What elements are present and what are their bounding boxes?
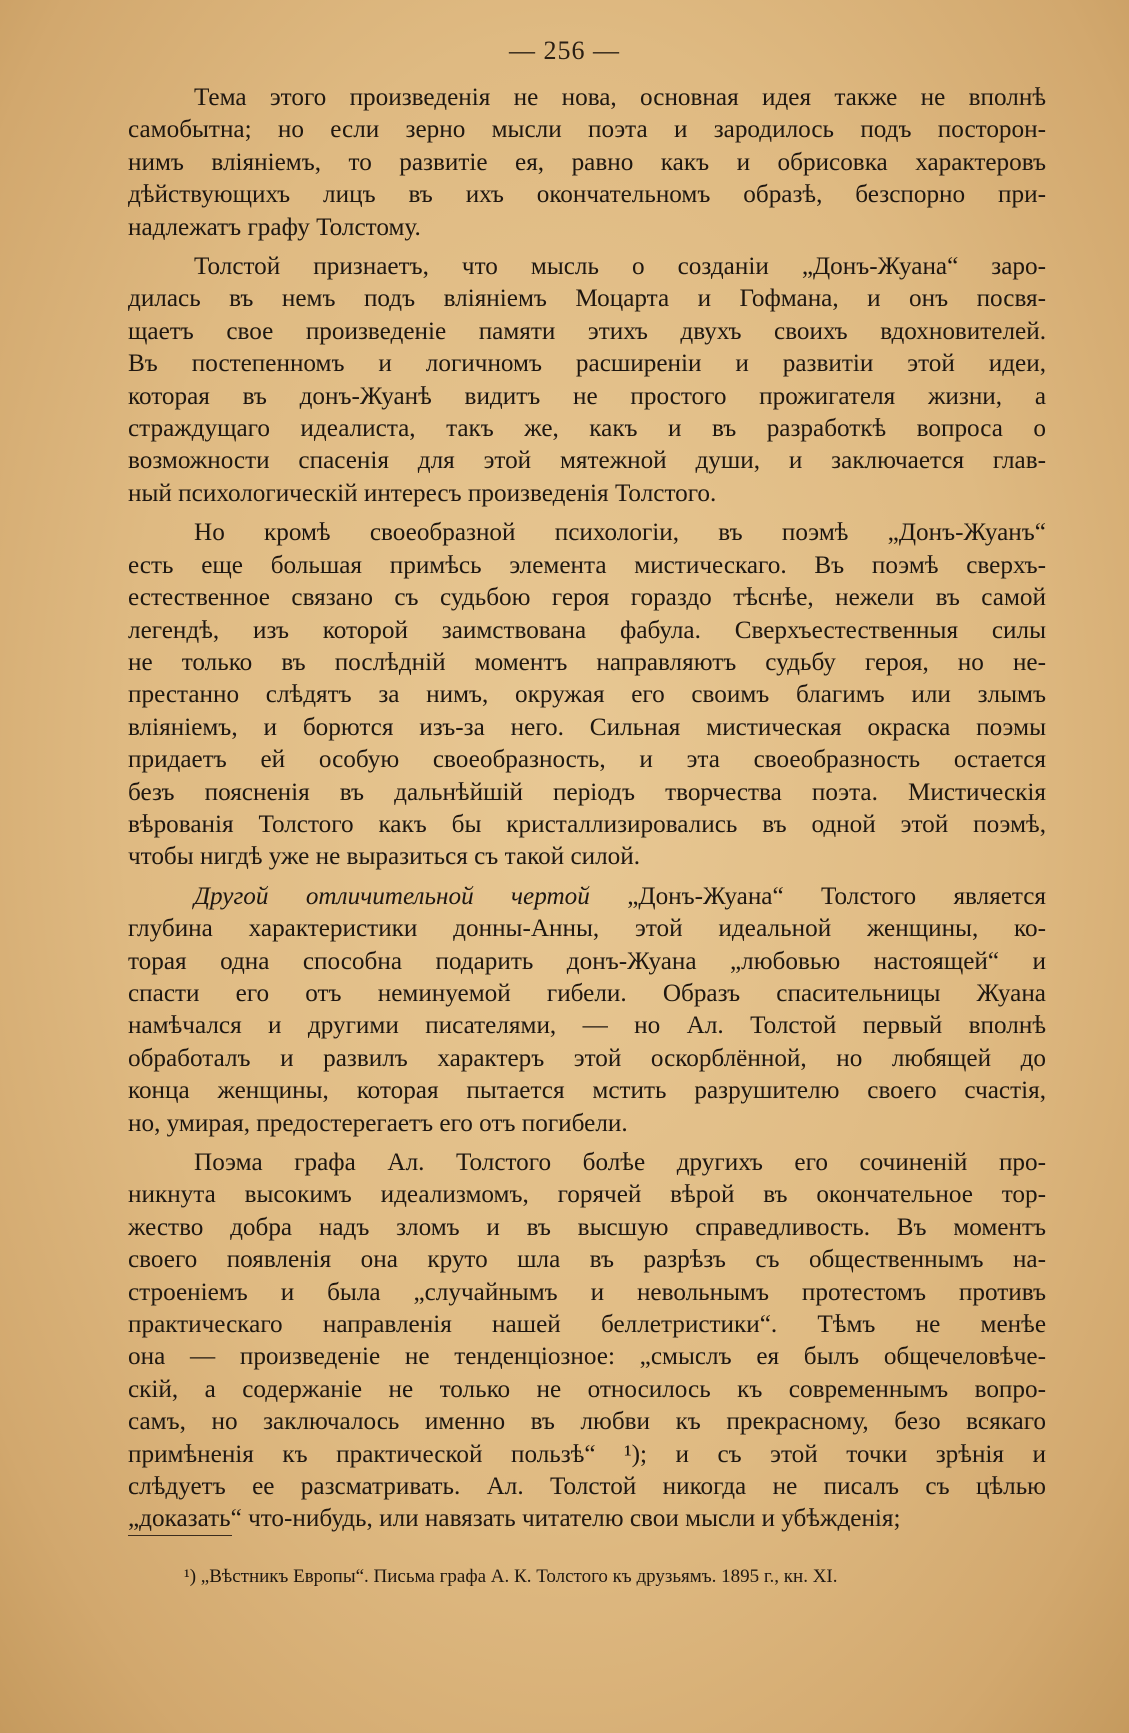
text-line: ный психологическій интересъ произведенія Толстого. — [128, 479, 717, 507]
text-line: торая одна способна подарить донъ-Жуана „любовью настоящей“ и — [128, 947, 1046, 975]
main-text — [128, 82, 1046, 1543]
text-line: строеніемъ и была „случайнымъ и невольнымъ протестомъ противъ — [128, 1278, 1046, 1306]
text-line: надлежатъ графу Толстому. — [128, 213, 421, 241]
text-line: вѣрованія Толстого какъ бы кристаллизировались въ одной этой поэмѣ, — [128, 810, 1046, 838]
text-line: возможности спасенія для этой мятежной души, и заключается глав- — [128, 447, 1046, 475]
text-line-rest: „Донъ-Жуана“ Толстого является — [589, 882, 1046, 910]
emphasis-text: Другой отличительной чертой — [194, 882, 590, 910]
text-line: самобытна; но если зерно мысли поэта и зародилось подъ посторон- — [128, 116, 1046, 144]
text-line: Тема этого произведенія не нова, основная идея также не вполнѣ — [194, 84, 1046, 111]
text-line: своего появленія она круто шла въ разрѣзъ съ общественнымъ на- — [128, 1246, 1046, 1274]
text-line: чтобы нигдѣ уже не выразиться съ такой силой. — [128, 843, 641, 871]
text-line: дилась въ немъ подъ вліяніемъ Моцарта и Гофмана, и онъ посвя- — [128, 285, 1046, 313]
footnote-marker: ¹) — [184, 1566, 197, 1587]
text-line: самъ, но заключалось именно въ любви къ прекрасному, безо всякаго — [128, 1408, 1046, 1436]
text-line: жество добра надъ зломъ и въ высшую справедливость. Въ моментъ — [128, 1213, 1046, 1241]
text-line: спасти его отъ неминуемой гибели. Образъ спасительницы Жуана — [128, 979, 1046, 1007]
text-line: Въ постепенномъ и логичномъ расширеніи и развитіи этой идеи, — [128, 350, 1046, 378]
text-line: легендѣ, изъ которой заимствована фабула. Сверхъестественныя силы — [128, 616, 1046, 644]
text-line: но, умирая, предостерегаетъ его отъ погибели. — [128, 1109, 628, 1137]
text-line: безъ поясненія въ дальнѣйшій періодъ творчества поэта. Мистическія — [128, 778, 1046, 806]
text-line: которая въ донъ-Жуанѣ видитъ не простого прожигателя жизни, а — [128, 382, 1046, 410]
text-line: примѣненія къ практической пользѣ“ ¹); и съ этой точки зрѣнія и — [128, 1440, 1046, 1468]
paragraph — [128, 1147, 1046, 1536]
text-line: не только въ послѣдній моментъ направляютъ судьбу героя, но не- — [128, 648, 1046, 676]
text-line: Поэма графа Ал. Толстого болѣе другихъ его сочиненій про- — [194, 1149, 1046, 1176]
paragraph — [128, 251, 1046, 510]
text-line: страждущаго идеалиста, такъ же, какъ и въ разработкѣ вопроса о — [128, 415, 1046, 443]
text-line: нимъ вліяніемъ, то развитіе ея, равно какъ и обрисовка характеровъ — [128, 148, 1046, 176]
footnote-divider — [128, 1535, 232, 1536]
text-line: обработалъ и развилъ характеръ этой оскорблённой, но любящей до — [128, 1044, 1046, 1072]
text-line: придаетъ ей особую своеобразность, и эта своеобразность остается — [128, 746, 1046, 774]
text-line: вліяніемъ, и борются изъ-за него. Сильная мистическая окраска поэмы — [128, 713, 1046, 741]
text-line: „доказать“ что-нибудь, или навязать читателю свои мысли и убѣжденія; — [128, 1505, 901, 1533]
text-line: естественное связано съ судьбою героя гораздо тѣснѣе, нежели въ самой — [128, 584, 1046, 612]
text-line: скій, а содержаніе не только не относилось къ современнымъ вопро- — [128, 1375, 1046, 1403]
text-line: слѣдуетъ ее разсматривать. Ал. Толстой никогда не писалъ съ цѣлью — [128, 1473, 1046, 1501]
text-line: она — произведеніе не тенденціозное: „смыслъ ея былъ общечеловѣче- — [128, 1343, 1046, 1371]
text-line: престанно слѣдятъ за нимъ, окружая его своимъ благимъ или злымъ — [128, 681, 1046, 709]
footnote-text: „Вѣстникъ Европы“. Письма графа А. К. Толстого къ друзьямъ. 1895 г., кн. XI. — [196, 1566, 838, 1587]
paragraph — [128, 881, 1046, 1140]
text-line: Но кромѣ своеобразной психологіи, въ поэмѣ „Донъ-Жуанъ“ — [194, 519, 1046, 547]
paragraph — [128, 82, 1046, 244]
text-line: Толстой признаетъ, что мысль о созданіи „Донъ-Жуана“ заро- — [194, 253, 1046, 281]
text-line: глубина характеристики донны-Анны, этой идеальной женщины, ко- — [128, 915, 1046, 943]
text-line: конца женщины, которая пытается мстить разрушителю своего счастія, — [128, 1077, 1046, 1105]
text-line — [128, 881, 1046, 913]
text-line: никнута высокимъ идеализмомъ, горячей вѣрой въ окончательное тор- — [128, 1181, 1046, 1209]
page-number: — 256 — — [509, 36, 620, 65]
text-line: дѣйствующихъ лицъ въ ихъ окончательномъ образѣ, безспорно при- — [128, 181, 1046, 209]
text-line: щаетъ свое произведеніе памяти этихъ двухъ своихъ вдохновителей. — [128, 317, 1046, 345]
text-line: практическаго направленія нашей беллетристики“. Тѣмъ не менѣе — [128, 1311, 1046, 1339]
text-line: есть еще большая примѣсь элемента мистическаго. Въ поэмѣ сверхъ- — [128, 551, 1046, 579]
text-line: намѣчался и другими писателями, — но Ал. Толстой первый вполнѣ — [128, 1012, 1046, 1040]
paragraph — [128, 517, 1046, 873]
footnote — [184, 1566, 838, 1588]
